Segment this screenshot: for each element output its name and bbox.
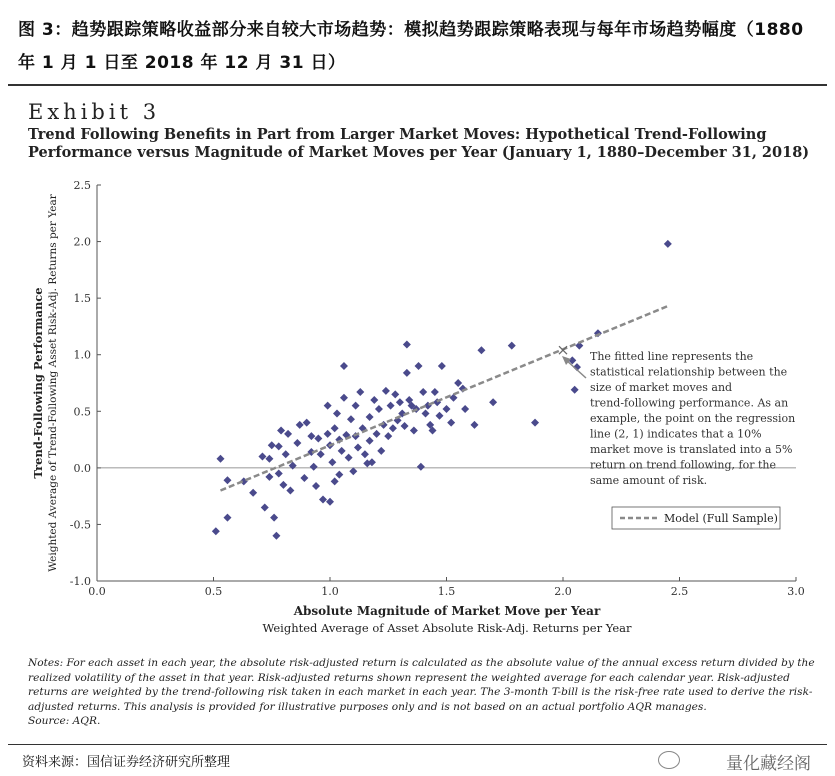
exhibit-title: Trend Following Benefits in Part from Larger Market Moves: Hypothetical Trend-Following Performance versus Magnitude of Market Moves per Year (January 1, 1880–December 31, 2018) — [28, 126, 810, 161]
data-point — [286, 486, 294, 494]
annotation-line: return on trend following, for the — [590, 458, 776, 472]
data-point — [375, 405, 383, 413]
annotation-line: example, the point on the regression — [590, 412, 796, 425]
y-tick-label: -0.5 — [69, 518, 91, 532]
x-axis-label: Absolute Magnitude of Market Move per Year — [293, 604, 601, 618]
data-point — [377, 447, 385, 455]
data-point — [410, 427, 418, 435]
data-point — [265, 473, 273, 481]
data-point — [373, 430, 381, 438]
data-point — [223, 514, 231, 522]
data-point — [347, 415, 355, 423]
data-point — [489, 398, 497, 406]
data-point — [279, 481, 287, 489]
data-point — [310, 463, 318, 471]
data-point — [307, 432, 315, 440]
data-point — [352, 402, 360, 410]
chart-legend — [612, 507, 780, 529]
y-tick-label: 0.0 — [73, 461, 91, 475]
data-point — [447, 419, 455, 427]
data-point — [331, 424, 339, 432]
data-point — [419, 388, 427, 396]
data-point — [324, 430, 332, 438]
y-tick-label: 1.5 — [73, 292, 91, 306]
data-point — [477, 346, 485, 354]
annotation-line: same amount of risk. — [590, 474, 708, 487]
x-tick-label: 1.0 — [321, 585, 339, 598]
data-point — [396, 398, 404, 406]
fit-annotation — [562, 350, 795, 487]
data-point — [384, 432, 392, 440]
data-point — [387, 402, 395, 410]
annotation-line: market move is translated into a 5% — [590, 443, 793, 456]
data-point — [293, 439, 301, 447]
data-point — [331, 477, 339, 485]
data-point — [270, 514, 278, 522]
data-point — [370, 396, 378, 404]
x-tick-label: 2.5 — [670, 585, 689, 598]
x-tick-label: 0.5 — [204, 585, 223, 598]
data-point — [338, 447, 346, 455]
data-point — [449, 394, 457, 402]
data-point — [300, 474, 308, 482]
data-point — [438, 362, 446, 370]
annotation-line: statistical relationship between the — [590, 365, 788, 379]
x-tick-label: 3.0 — [787, 585, 805, 598]
data-point — [454, 379, 462, 387]
data-point — [403, 341, 411, 349]
x-tick-label: 0.0 — [88, 585, 106, 598]
data-point — [258, 453, 266, 461]
annotation-line: trend-following performance. As an — [590, 396, 789, 410]
data-point — [340, 362, 348, 370]
data-point — [349, 467, 357, 475]
x-tick-label: 1.5 — [437, 585, 456, 598]
data-point — [422, 410, 430, 418]
annotation-line: line (2, 1) indicates that a 10% — [590, 427, 762, 441]
data-point — [319, 496, 327, 504]
data-point — [340, 394, 348, 402]
watermark-text: 量化藏经阁 — [726, 754, 811, 774]
data-point — [401, 422, 409, 430]
data-point — [335, 471, 343, 479]
footer-source: 资料来源：国信证券经济研究所整理 — [22, 755, 231, 770]
annotation-line: size of market moves and — [590, 381, 733, 394]
y-tick-label: 2.0 — [73, 235, 91, 249]
y-tick-label: 0.5 — [73, 405, 91, 419]
data-point — [345, 454, 353, 462]
y-axis-label: Trend-Following Performance — [31, 287, 45, 479]
y-axis-sublabel: Weighted Average of Trend-Following Asset Risk-Adj. Returns per Year — [47, 194, 59, 572]
data-point — [403, 369, 411, 377]
data-point — [314, 434, 322, 442]
wechat-icon — [658, 751, 680, 769]
data-point — [261, 503, 269, 511]
data-point — [275, 470, 283, 478]
data-point — [268, 441, 276, 449]
data-point — [470, 421, 478, 429]
data-point — [382, 387, 390, 395]
exhibit-label: Exhibit 3 — [28, 100, 161, 124]
data-point — [216, 455, 224, 463]
data-point — [324, 402, 332, 410]
data-point — [326, 498, 334, 506]
data-point — [461, 405, 469, 413]
data-point — [531, 419, 539, 427]
data-point — [415, 362, 423, 370]
data-point — [366, 437, 374, 445]
figure-title: 图 3：趋势跟踪策略收益部分来自较大市场趋势：模拟趋势跟踪策略表现与每年市场趋势幅度（1880 年 1 月 1 日至 2018 年 12 月 31 日） — [18, 20, 804, 73]
data-point — [282, 450, 290, 458]
data-point — [223, 476, 231, 484]
data-point — [356, 388, 364, 396]
data-point — [354, 443, 362, 451]
data-point — [571, 386, 579, 394]
data-point — [391, 390, 399, 398]
data-point — [275, 442, 283, 450]
legend-label: Model (Full Sample) — [664, 512, 778, 525]
data-point — [265, 455, 273, 463]
annotation-line: The fitted line represents the — [590, 350, 754, 363]
notes-text: Notes: For each asset in each year, the absolute risk-adjusted return is calculated as the absolute value of the annual excess return divided by the realized volatility of the asset in that year. Risk-adjusted returns shown represent the weighted average for each calendar year. Risk-adjusted returns are weighted by the trend-following risk taken in each market in each year. The 3-month T-bill is the risk-free rate used to derive the risk-adjusted returns. This analysis is provided for illustrative purposes only and is not based on an actual portfolio AQR manages. — [28, 657, 815, 713]
data-point — [389, 424, 397, 432]
data-point — [303, 419, 311, 427]
data-point — [443, 405, 451, 413]
data-point — [508, 342, 516, 350]
data-point — [361, 450, 369, 458]
data-point — [312, 482, 320, 490]
data-point — [328, 458, 336, 466]
data-point — [296, 421, 304, 429]
data-point — [249, 489, 257, 497]
data-point — [284, 430, 292, 438]
data-point — [366, 413, 374, 421]
data-point — [272, 532, 280, 540]
data-point — [436, 412, 444, 420]
x-axis-sublabel: Weighted Average of Asset Absolute Risk-Adj. Returns per Year — [262, 621, 632, 635]
data-point — [333, 410, 341, 418]
data-point — [277, 427, 285, 435]
y-tick-label: -1.0 — [69, 575, 91, 588]
data-point — [212, 527, 220, 535]
x-tick-label: 2.0 — [554, 585, 572, 598]
notes-source: Source: AQR. — [28, 715, 101, 727]
y-tick-label: 1.0 — [73, 348, 91, 362]
y-tick-label: 2.5 — [73, 179, 91, 192]
data-point — [431, 388, 439, 396]
data-point — [664, 240, 672, 248]
chart-notes — [28, 656, 822, 729]
data-point — [417, 463, 425, 471]
bottom-divider — [8, 744, 827, 745]
